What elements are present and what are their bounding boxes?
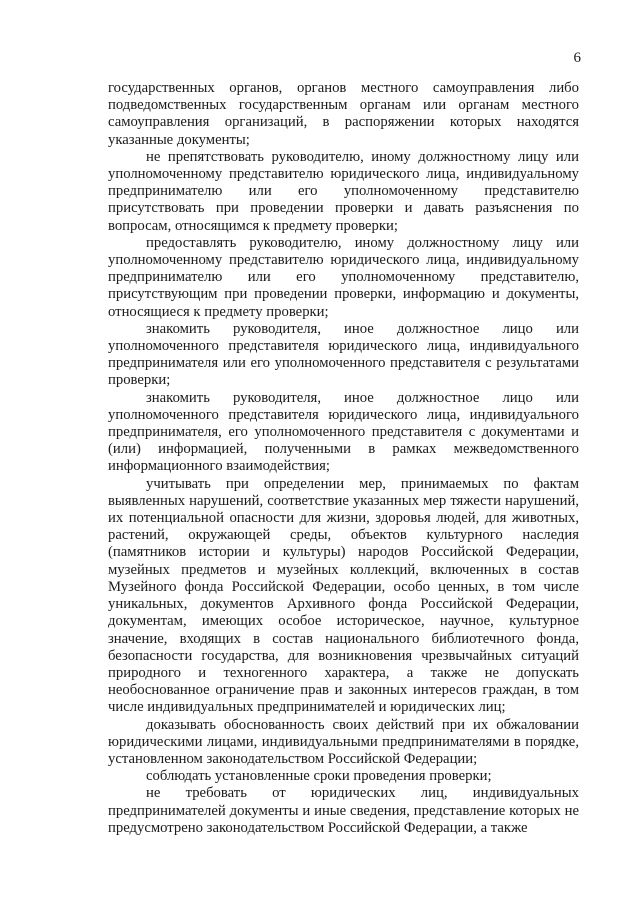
paragraph: соблюдать установленные сроки проведения проверки; [146, 768, 492, 785]
paragraph: доказывать обоснованность своих действий при их обжаловании юридическими лицами, индивидуальными предпринимателями в порядке, установленном законодательством Российской Федерации; [108, 716, 579, 767]
page-number: 6 [573, 50, 581, 66]
paragraph: предоставлять руководителю, иному должностному лицу или уполномоченному представителю юридического лица, индивидуальному предпринимателю или его уполномоченному представителю, присутствующим при проведении проверки, информацию и документы, относящиеся к предмету проверки; [108, 234, 579, 320]
paragraph: учитывать при определении мер, принимаемых по фактам выявленных нарушений, соответствие указанных мер тяжести нарушений, их потенциальной опасности для жизни, здоровья людей, для животных, растений, окружающей среды, объектов культурного наследия (памятников истории и культуры) народов Российской Федерации, музейных предметов и музейных коллекций, включенных в состав Музейного фонда Российской Федерации, особо ценных, в том числе уникальных, документов Архивного фонда Российской Федерации, документам, имеющих особое историческое, научное, культурное значение, входящих в состав национального библиотечного фонда, безопасности государства, для возникновения чрезвычайных ситуаций природного и техногенного характера, а также не допускать необоснованное ограничение прав и законных интересов граждан, в том числе индивидуальных предпринимателей и юридических лиц; [108, 475, 579, 716]
paragraph: знакомить руководителя, иное должностное лицо или уполномоченного представителя юридического лица, индивидуального предпринимателя, его уполномоченного представителя с документами и (или) информацией, полученными в рамках межведомственного информационного взаимодействия; [108, 389, 579, 475]
document-body [108, 80, 579, 837]
paragraph: государственных органов, органов местного самоуправления либо подведомственных государственным органам или органам местного самоуправления организаций, в распоряжении которых находятся указанные документы; [108, 80, 579, 148]
paragraph: не требовать от юридических лиц, индивидуальных предпринимателей документы и иные сведения, представление которых не предусмотрено законодательством Российской Федерации, а также [108, 785, 579, 836]
paragraph: не препятствовать руководителю, иному должностному лицу или уполномоченному представителю юридического лица, индивидуальному предпринимателю или его уполномоченному представителю присутствовать при проведении проверки и давать разъяснения по вопросам, относящимся к предмету проверки; [108, 148, 579, 234]
paragraph: знакомить руководителя, иное должностное лицо или уполномоченного представителя юридического лица, индивидуального предпринимателя или его уполномоченного представителя с результатами проверки; [108, 320, 579, 389]
